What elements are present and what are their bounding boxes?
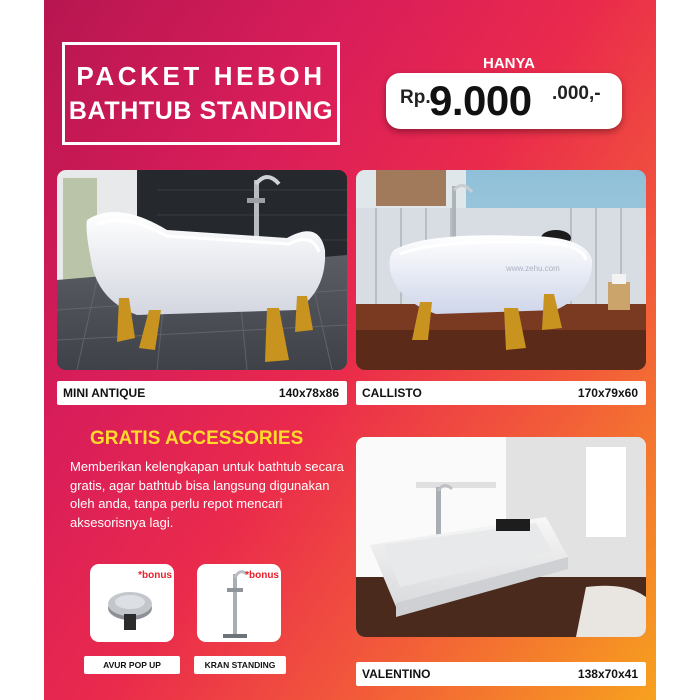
promo-poster <box>44 0 656 700</box>
title-line-2: BATHTUB STANDING <box>68 97 334 125</box>
product-size: 170x79x60 <box>577 386 638 400</box>
accessories-description: Memberikan kelengkapan untuk bathtub secara gratis, agar bathtub bisa langsung digunakan oleh anda, tanpa perlu repot mencari aksesorisnya lagi. <box>70 459 344 530</box>
product-name: MINI ANTIQUE <box>63 386 146 400</box>
accessory-card-pop-up <box>90 564 174 642</box>
title-line-1: PACKET HEBOH <box>76 61 326 91</box>
accessories-title: GRATIS ACCESSORIES <box>90 428 304 449</box>
product-photo-callisto <box>356 170 646 370</box>
product-label-mini-antique <box>57 381 347 405</box>
product-size: 138x70x41 <box>577 667 638 681</box>
title-box <box>62 42 340 145</box>
product-name: VALENTINO <box>362 667 431 681</box>
price-currency: Rp. <box>400 87 431 108</box>
product-photo-mini-antique <box>57 170 347 370</box>
product-photo-valentino <box>356 437 646 637</box>
accessory-label-pop-up: AVUR POP UP <box>84 656 180 674</box>
bonus-tag: *bonus <box>138 570 172 581</box>
price-badge <box>386 73 622 129</box>
price-suffix: .000,- <box>552 83 601 104</box>
product-name: CALLISTO <box>362 386 422 400</box>
bonus-tag: *bonus <box>245 570 279 581</box>
product-label-callisto <box>356 381 646 405</box>
accessory-card-faucet <box>197 564 281 642</box>
product-label-valentino <box>356 662 646 686</box>
price-main-value: 9.000 <box>429 77 532 124</box>
product-watermark: www.zehu.com <box>506 264 560 273</box>
accessory-label-faucet: KRAN STANDING <box>194 656 286 674</box>
price-prefix-label: HANYA <box>483 55 535 72</box>
product-size: 140x78x86 <box>278 386 339 400</box>
